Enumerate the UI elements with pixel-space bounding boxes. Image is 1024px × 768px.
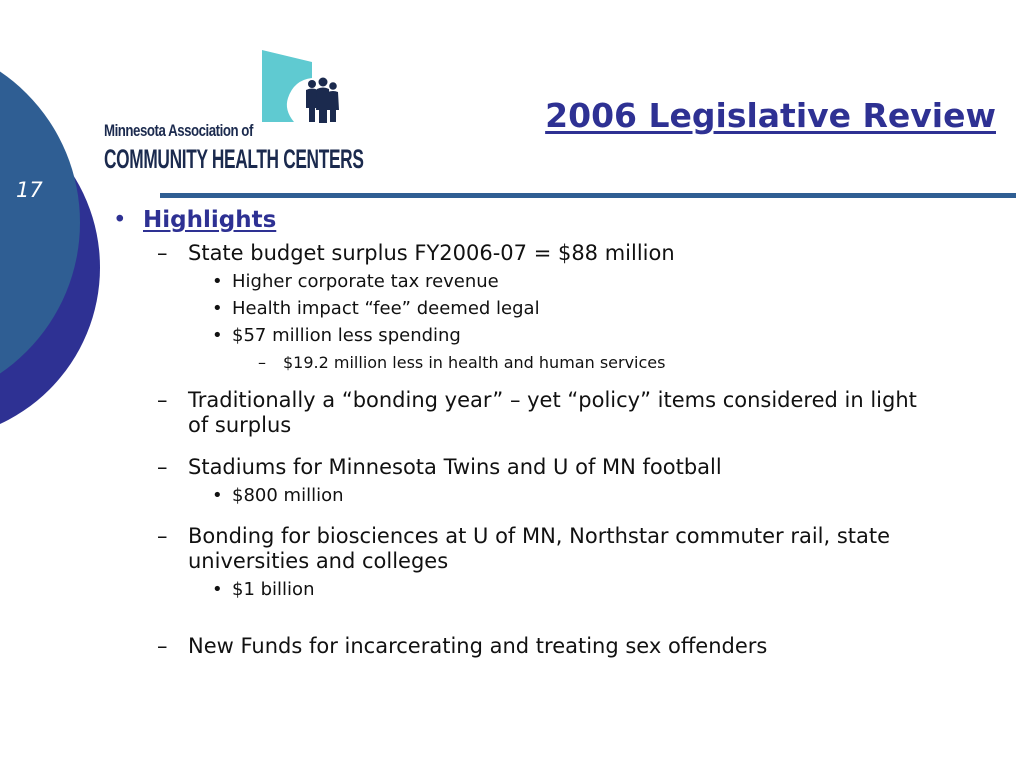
item-text: Traditionally a “bonding year” – yet “policy” items considered in light — [188, 388, 917, 412]
item-text-continued: universities and colleges — [188, 549, 449, 573]
people-group-icon — [254, 48, 344, 123]
slide-title: 2006 Legislative Review — [545, 96, 996, 135]
item-text: New Funds for incarcerating and treating sex offenders — [188, 634, 768, 658]
item-text: $1 billion — [232, 579, 315, 600]
dash-marker: – — [258, 353, 266, 372]
title-divider — [160, 193, 1016, 198]
bullet-marker: • — [212, 579, 223, 600]
item-text: $800 million — [232, 485, 344, 506]
bullet-marker: • — [212, 298, 223, 319]
logo — [104, 48, 364, 180]
heading-highlights: Highlights — [143, 207, 277, 233]
item-text: $57 million less spending — [232, 325, 461, 346]
item-text: Bonding for biosciences at U of MN, Northstar commuter rail, state — [188, 524, 891, 548]
item-text-continued: of surplus — [188, 413, 292, 437]
item-text: Health impact “fee” deemed legal — [232, 298, 540, 319]
dash-marker: – — [157, 634, 168, 658]
item-text: $19.2 million less in health and human services — [283, 353, 666, 372]
item-text: Stadiums for Minnesota Twins and U of MN football — [188, 455, 722, 479]
bullet-marker: • — [113, 207, 127, 233]
item-text: State budget surplus FY2006-07 = $88 million — [188, 241, 675, 265]
bullet-marker: • — [212, 485, 223, 506]
bullet-marker: • — [212, 271, 223, 292]
slide-number: 17 — [16, 178, 43, 202]
dash-marker: – — [157, 388, 168, 412]
bullet-marker: • — [212, 325, 223, 346]
dash-marker: – — [157, 455, 168, 479]
dash-marker: – — [157, 241, 168, 265]
dash-marker: – — [157, 524, 168, 548]
logo-text-line1: Minnesota Association of — [104, 121, 253, 140]
item-text: Higher corporate tax revenue — [232, 271, 499, 292]
logo-text-line2: COMMUNITY HEALTH CENTERS — [104, 144, 364, 174]
